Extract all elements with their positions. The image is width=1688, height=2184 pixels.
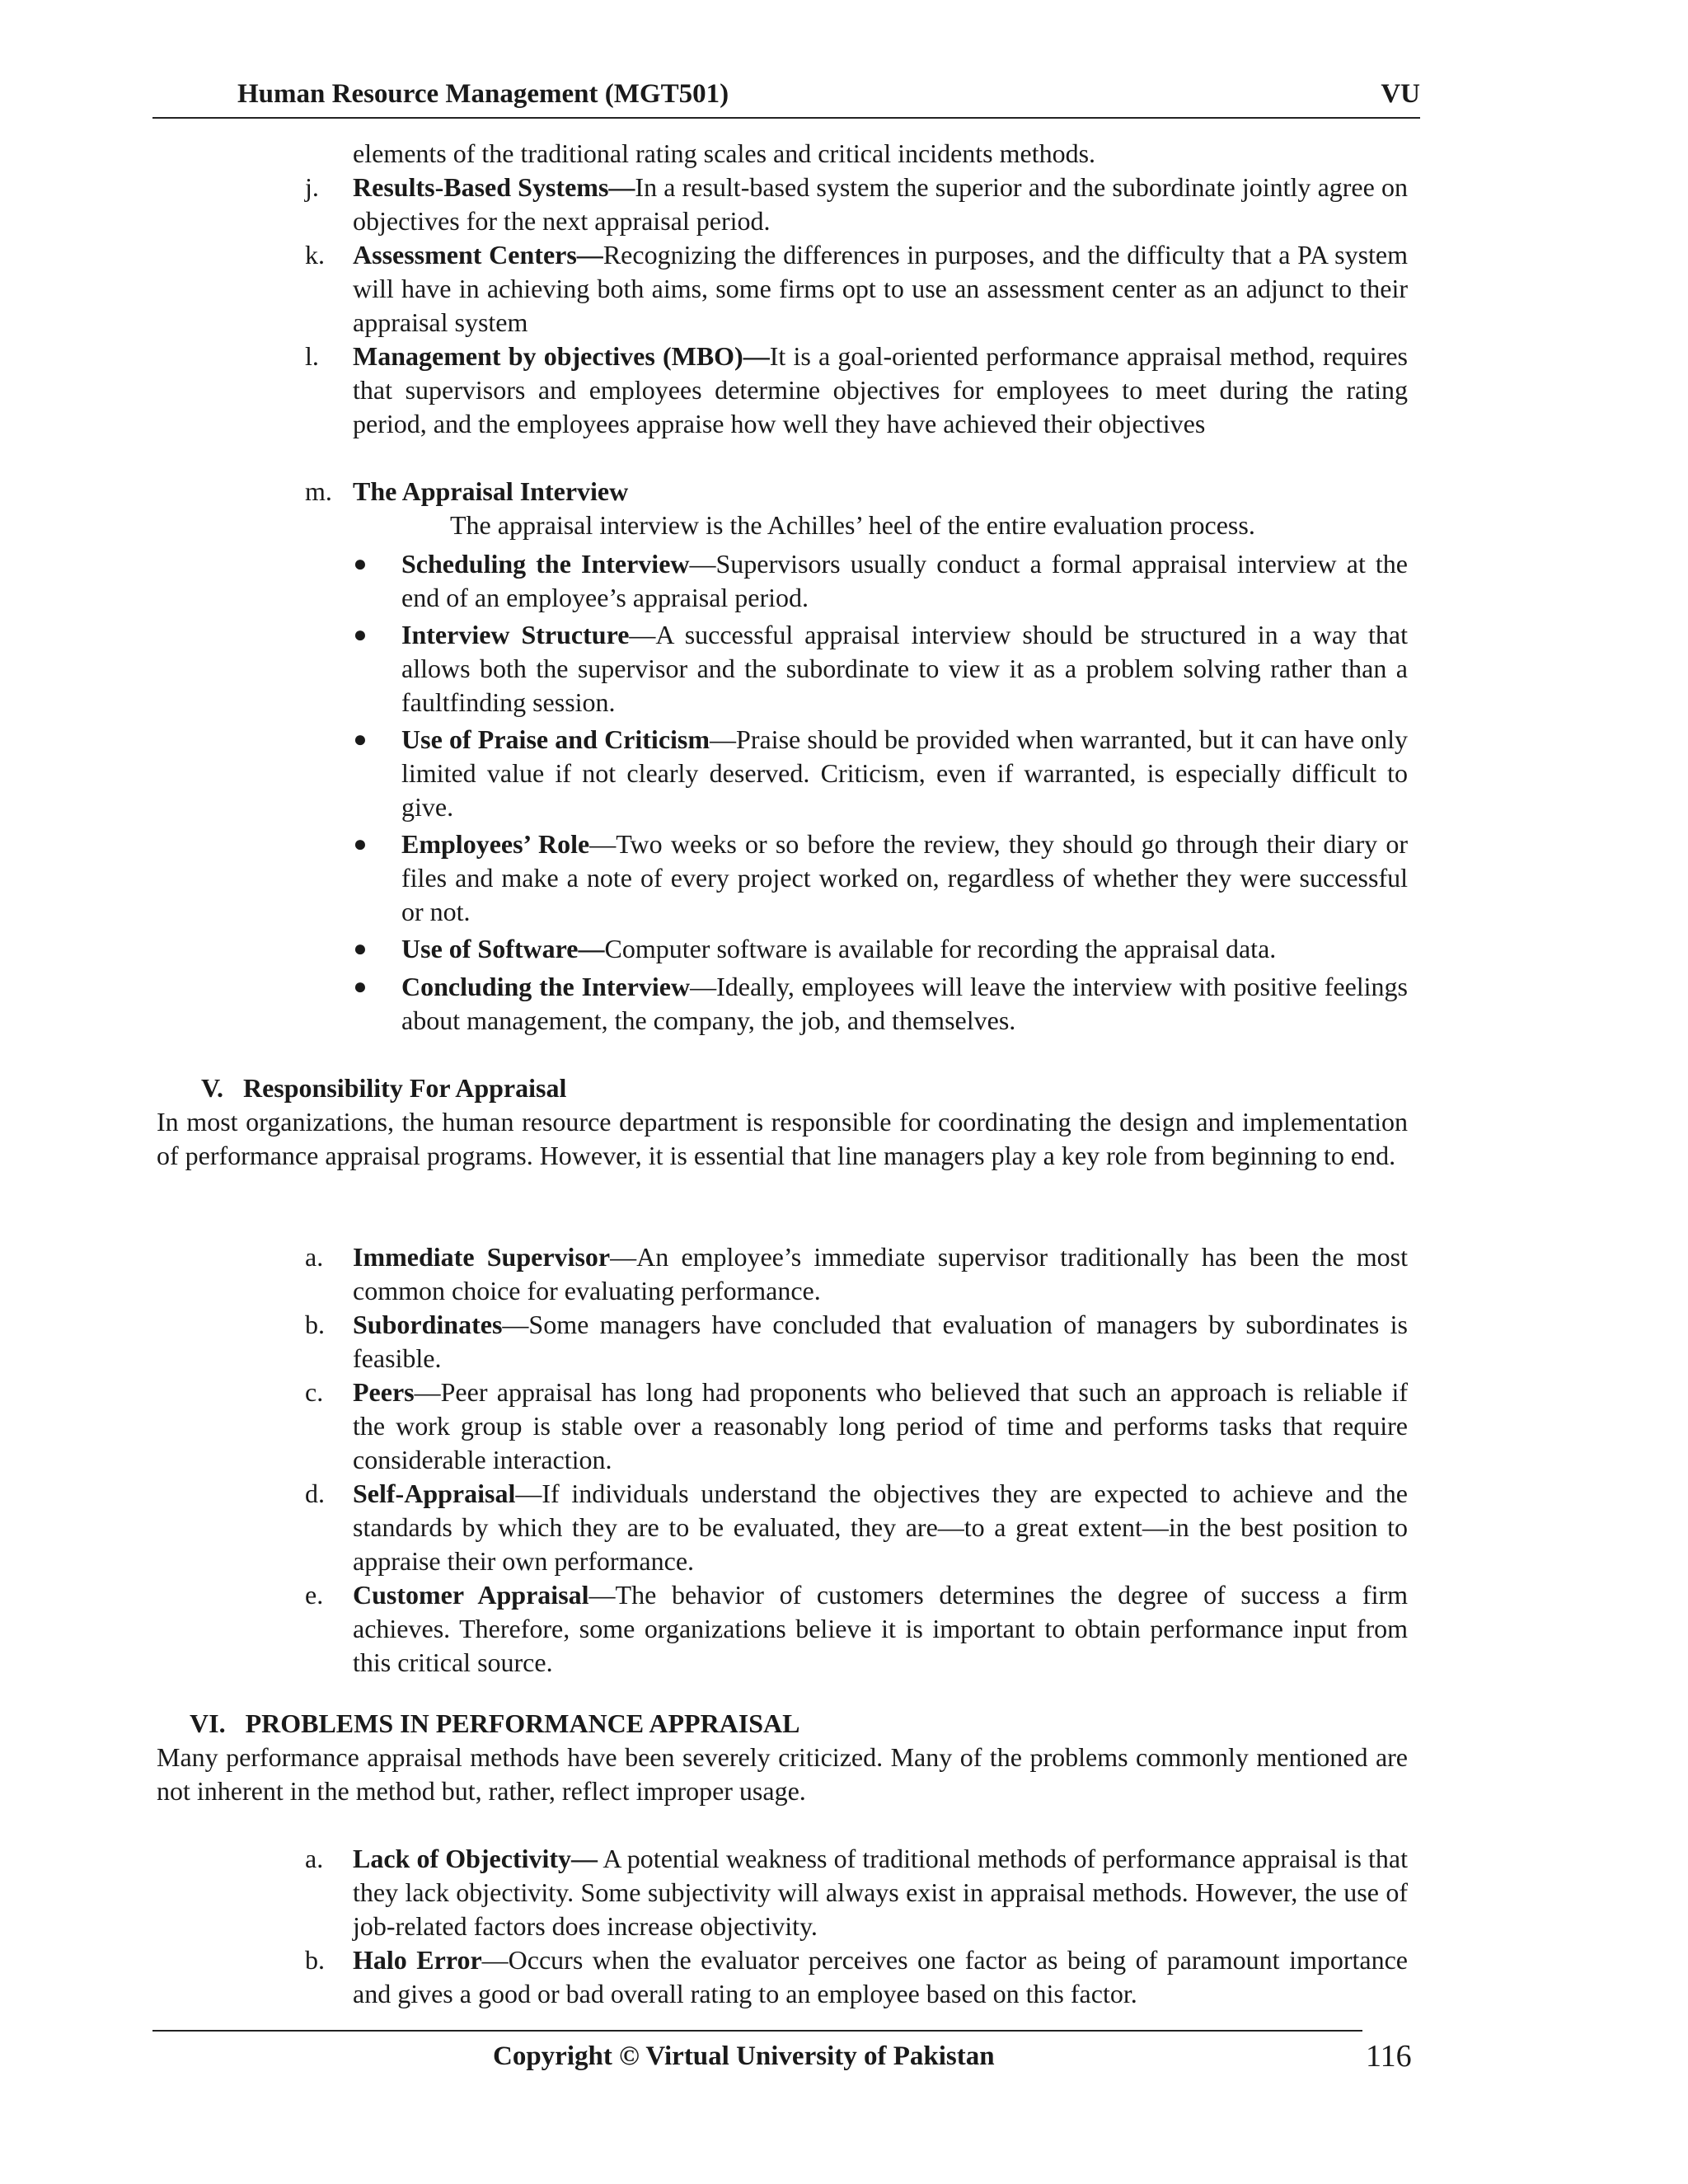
bullet-icon: ● [353, 727, 368, 752]
list-item-mbo [353, 340, 1408, 441]
item-marker: l. [305, 341, 319, 371]
bullet-term: Employees’ Role [401, 829, 590, 859]
section-title: Responsibility For Appraisal [242, 1073, 567, 1103]
footer-divider [152, 2030, 1362, 2032]
bullet-item [401, 723, 1408, 824]
list-item-appraisal-interview [353, 475, 1408, 509]
bullet-term: Scheduling the Interview [401, 549, 690, 579]
list-item-customer-appraisal [353, 1578, 1408, 1680]
item-marker: e. [305, 1580, 324, 1610]
item-text: In a result-based system the superior and the subordinate jointly agree on objectives for the next appraisal period. [353, 172, 1409, 236]
item-text: —The behavior of customers determines the degree of success a firm achieves. Therefore, some organizations believe it is important to obtain performance input from this critical source. [353, 1580, 1409, 1677]
list-item-peers [353, 1376, 1408, 1477]
list-item-subordinates [353, 1308, 1408, 1376]
bullet-text: —Two weeks or so before the review, they should go through their diary or files and make a note of every project worked on, regardless of whether they were successful or not. [401, 829, 1409, 926]
bullet-icon: ● [353, 832, 368, 857]
section-heading-v [201, 1071, 566, 1105]
item-term: Peers [353, 1377, 415, 1407]
item-marker: c. [305, 1377, 324, 1407]
item-marker: j. [305, 172, 319, 202]
item-text: A potential weakness of traditional methods of performance appraisal is that they lack objectivity. Some subjectivity will always exist in appraisal methods. However, the use of job-related factors does increase objectivity. [353, 1844, 1408, 1941]
item-marker: a. [305, 1844, 324, 1873]
bullet-text: Computer software is available for recording the appraisal data. [604, 934, 1277, 963]
bullet-term: Concluding the Interview [401, 972, 691, 1001]
item-term: The Appraisal Interview [353, 476, 629, 506]
item-text: —An employee’s immediate supervisor traditionally has been the most common choice for evaluating performance. [353, 1242, 1409, 1305]
section-title: PROBLEMS IN PERFORMANCE APPRAISAL [245, 1708, 800, 1738]
item-term: Immediate Supervisor [353, 1242, 611, 1272]
item-term: Management by objectives (MBO)— [353, 341, 770, 371]
section-numeral: VI. [190, 1708, 226, 1738]
item-text: It is a goal-oriented performance appraisal method, requires that supervisors and employees determine objectives for employees to meet during the rating period, and the employees appraise how well they have achieved their objectives [353, 341, 1409, 438]
item-text: —Peer appraisal has long had proponents who believed that such an approach is reliable if the work group is stable over a reasonably long period of time and performs tasks that require considerable interaction. [353, 1377, 1408, 1474]
header-title: Human Resource Management (MGT501) [237, 79, 729, 109]
item-marker: d. [305, 1479, 325, 1508]
list-item-lack-of-objectivity [353, 1842, 1408, 1943]
page-footer [0, 2040, 1688, 2081]
item-marker: b. [305, 1945, 325, 1975]
list-item-assessment-centers [353, 238, 1408, 340]
item-term: Lack of Objectivity— [353, 1844, 598, 1873]
bullet-text: —Supervisors usually conduct a formal appraisal interview at the end of an employee’s appraisal period. [401, 549, 1408, 612]
item-marker: m. [305, 476, 332, 506]
item-text: —Some managers have concluded that evaluation of managers by subordinates is feasible. [353, 1310, 1408, 1373]
item-marker: a. [305, 1242, 324, 1272]
bullet-text: —Ideally, employees will leave the interview with positive feelings about management, the company, the job, and themselves. [401, 972, 1408, 1035]
continuation-text: elements of the traditional rating scales and critical incidents methods. [353, 138, 1096, 168]
bullet-text: —Praise should be provided when warranted, but it can have only limited value if not clearly deserved. Criticism, even if warranted, is especially difficult to give. [401, 724, 1408, 822]
item-term: Self-Appraisal [353, 1479, 516, 1508]
section-paragraph: Many performance appraisal methods have been severely criticized. Many of the problems commonly mentioned are not inherent in the method but, rather, reflect improper usage. [157, 1742, 1408, 1806]
list-item-self-appraisal [353, 1477, 1408, 1578]
item-text: Recognizing the differences in purposes, and the difficulty that a PA system will have in achieving both aims, some firms opt to use an assessment center as an adjunct to their appraisal system [353, 240, 1409, 337]
item-term: Halo Error [353, 1945, 482, 1975]
list-item-results-based [353, 171, 1408, 238]
section-heading-vi [190, 1707, 799, 1741]
item-text: —Occurs when the evaluator perceives one factor as being of paramount importance and gives a good or bad overall rating to an employee based on this factor. [353, 1945, 1409, 2008]
item-marker: k. [305, 240, 325, 269]
page-number: 116 [1366, 2039, 1412, 2074]
section-numeral: V. [201, 1073, 223, 1103]
bullet-item [401, 827, 1408, 929]
bullet-icon: ● [353, 974, 368, 1000]
bullet-term: Interview Structure [401, 620, 630, 649]
bullet-icon: ● [353, 622, 368, 648]
item-term: Assessment Centers— [353, 240, 603, 269]
bullet-item [401, 547, 1408, 615]
list-item-halo-error [353, 1943, 1408, 2011]
bullet-item [401, 932, 1408, 966]
item-marker: b. [305, 1310, 325, 1339]
item-term: Customer Appraisal [353, 1580, 589, 1610]
bullet-term: Use of Software— [401, 934, 605, 963]
header-right: VU [1381, 79, 1420, 109]
copyright-text: Copyright © Virtual University of Pakistan [493, 2041, 995, 2071]
bullet-term: Use of Praise and Criticism [401, 724, 710, 754]
item-text: —If individuals understand the objectives they are expected to achieve and the standards by which they are to be evaluated, they are—to a great extent—in the best position to appraise their own performance. [353, 1479, 1408, 1576]
bullet-item [401, 970, 1408, 1038]
bullet-item [401, 618, 1408, 719]
item-term: Subordinates [353, 1310, 503, 1339]
section-paragraph: In most organizations, the human resource department is responsible for coordinating the design and implementation of performance appraisal programs. However, it is essential that line managers play a key role from beginning to end. [157, 1107, 1408, 1170]
bullet-icon: ● [353, 936, 368, 962]
item-term: Results-Based Systems— [353, 172, 635, 202]
interview-intro: The appraisal interview is the Achilles’ heel of the entire evaluation process. [450, 510, 1255, 540]
page-header [152, 76, 1420, 119]
bullet-text: —A successful appraisal interview should be structured in a way that allows both the supervisor and the subordinate to view it as a problem solving rather than a faultfinding session. [401, 620, 1409, 717]
list-item-immediate-supervisor [353, 1240, 1408, 1308]
bullet-icon: ● [353, 551, 368, 577]
